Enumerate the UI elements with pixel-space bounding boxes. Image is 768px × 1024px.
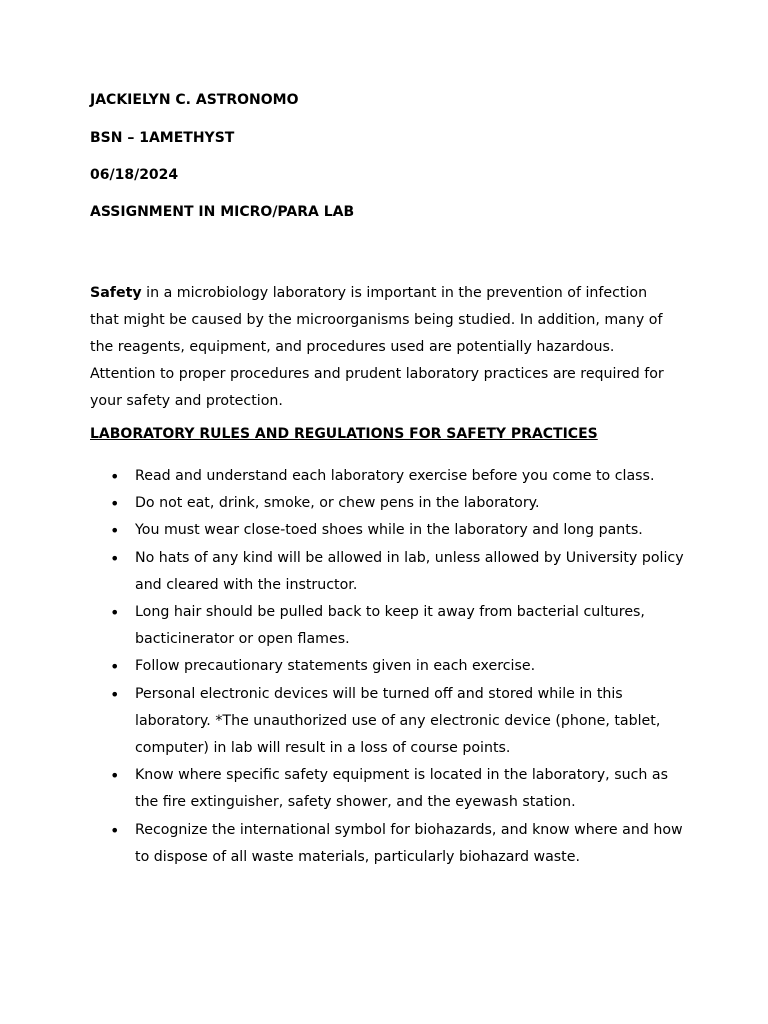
bullet-icon: • [110, 657, 120, 677]
list-item [90, 653, 690, 680]
list-item [90, 599, 690, 653]
list-item [90, 817, 690, 871]
list-item [90, 681, 690, 763]
list-item-text: No hats of any kind will be allowed in lab, unless allowed by University policy and cleared with the instructor. [135, 549, 684, 593]
list-item [90, 762, 690, 816]
bullet-icon: • [110, 820, 120, 840]
list-item-text: Follow precautionary statements given in each exercise. [135, 658, 536, 675]
assignment-title: ASSIGNMENT IN MICRO/PARA LAB [90, 204, 355, 220]
bullet-icon: • [110, 684, 120, 704]
list-item [90, 517, 690, 544]
bullet-icon: • [110, 548, 120, 568]
list-item-text: Know where specific safety equipment is located in the laboratory, such as the fire extinguisher, safety shower, and the eyewash station. [135, 767, 668, 811]
list-item [90, 490, 690, 517]
list-item [90, 545, 690, 599]
list-item-text: Do not eat, drink, smoke, or chew pens in the laboratory. [135, 495, 540, 512]
intro-lead-word: Safety [90, 285, 142, 301]
rules-heading: LABORATORY RULES AND REGULATIONS FOR SAFETY PRACTICES [90, 426, 598, 442]
document-date: 06/18/2024 [90, 167, 179, 183]
bullet-icon: • [110, 521, 120, 541]
intro-paragraph [90, 280, 680, 415]
list-item-text: You must wear close-toed shoes while in the laboratory and long pants. [135, 522, 643, 539]
list-item-text: Personal electronic devices will be turned off and stored while in this laboratory. *The unauthorized use of any electronic device (phone, tablet, computer) in lab will result in a loss of course points. [135, 685, 661, 757]
student-section: BSN – 1AMETHYST [90, 130, 235, 146]
list-item-text: Read and understand each laboratory exercise before you come to class. [135, 468, 655, 484]
bullet-icon: • [110, 467, 120, 486]
bullet-icon: • [110, 603, 120, 623]
bullet-icon: • [110, 766, 120, 786]
list-item-text: Long hair should be pulled back to keep it away from bacterial cultures, bacticinerator or open flames. [135, 604, 645, 648]
intro-text: in a microbiology laboratory is important in the prevention of infection that might be caused by the microorganisms being studied. In addition, many of the reagents, equipment, and procedures used are potentially hazardous. Attention to proper procedures and prudent laboratory practices are required for your safety and protection. [90, 285, 664, 409]
rules-list [90, 463, 690, 871]
student-name: JACKIELYN C. ASTRONOMO [90, 92, 299, 108]
list-item-text: Recognize the international symbol for biohazards, and know where and how to dispose of all waste materials, particularly biohazard waste. [135, 821, 683, 865]
bullet-icon: • [110, 494, 120, 514]
list-item [90, 463, 690, 490]
